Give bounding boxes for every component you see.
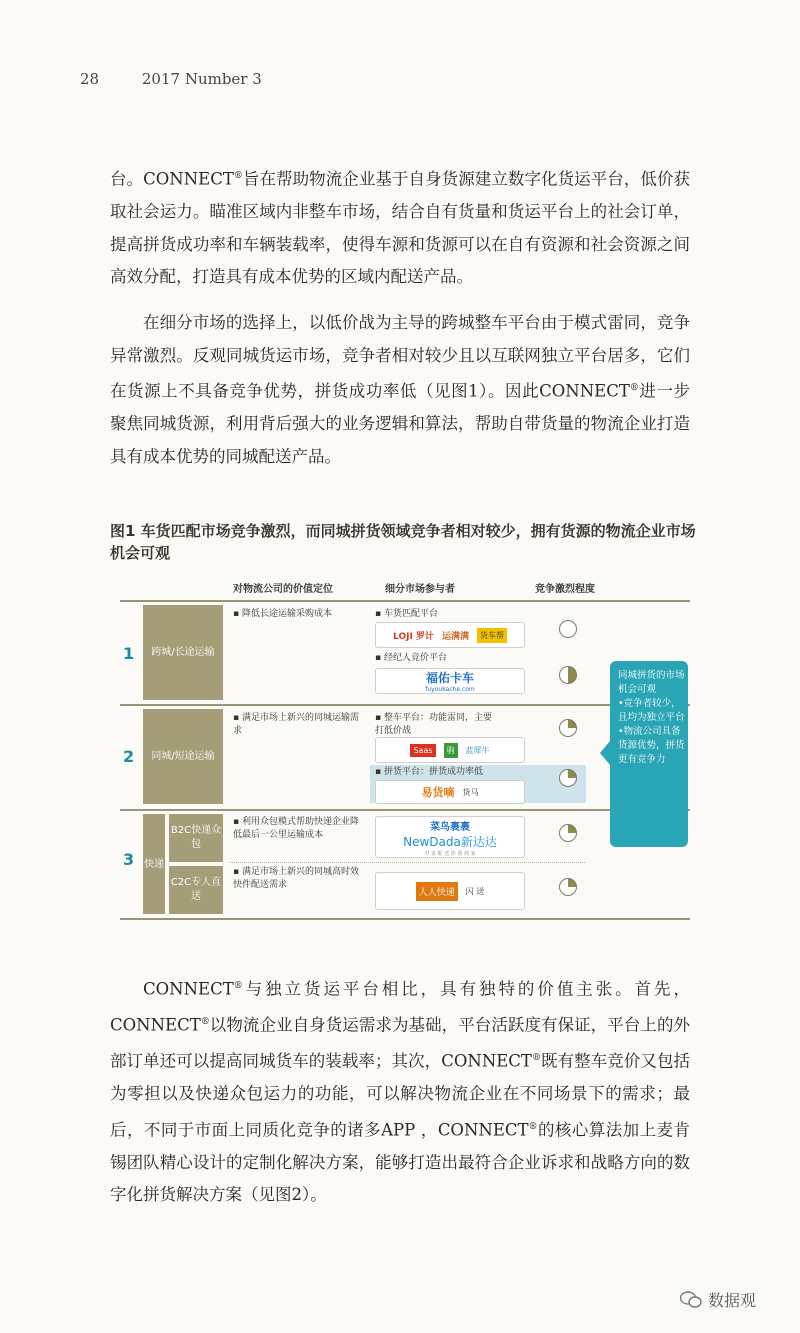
p2-post: 进一步聚焦同城货源，利用背后强大的业务逻辑和算法，帮助自带货量的物流企业打造具有成本优势的同城配送产品。: [110, 381, 691, 466]
issue-label: 2017 Number 3: [141, 70, 262, 88]
logo-yunmanman: 运满满: [441, 631, 469, 642]
row-number: 1: [123, 644, 135, 663]
logo-newdada-slogan: 对 责 配 送 你 我 到 家: [424, 850, 476, 857]
col-value-header: 对物流公司的价值定位: [233, 584, 333, 595]
p3-d: 以物流企业自身货运需求为基础，平台活跃度有保证，平台上的外部订单还可以提高同城货车的装载率；其次，CONNECT: [110, 1015, 690, 1071]
logo-saas: Saas: [410, 744, 435, 757]
opportunity-point: •物流公司具备货源优势，拼货更有竞争力: [618, 726, 685, 765]
logo-box: [375, 780, 525, 804]
segment-band: 跨城/长途运输: [143, 605, 223, 700]
watermark-text: 数据观: [708, 1291, 757, 1310]
logo-box: [375, 622, 525, 648]
p1-post: 旨在帮助物流企业基于自身货源建立数字化货运平台，低价获取社会运力。瞄准区域内非整车市场，结合自有货量和货运平台上的社会订单，提高拼货成功率和车辆装载率，使得车源和货源可以在自有资源和社会资源之间高效分配，打造具有成本优势的区域内配送产品。: [110, 169, 691, 286]
value-label: 利用众包模式帮助快递企业降低最后一公里运输成本: [233, 817, 359, 840]
watermark: [680, 1288, 756, 1311]
logo-box: [375, 872, 525, 910]
logo-yihuodi: 易货嘀: [421, 786, 455, 799]
p2-pre: 在细分市场的选择上，以低价战为主导的跨城整车平台由于模式雷同，竞争异常激烈。反观同城货运市场，竞争者相对较少且以互联网独立平台居多，它们在货源上不具备竞争优势，拼货成功率低（见图1）。因此CONNECT: [110, 313, 690, 401]
player-text: ▪ 整车平台：功能雷同，主要打低价战: [375, 713, 492, 736]
segment-band: 快递: [143, 814, 165, 914]
logo-fuyou: 福佑卡车: [425, 671, 474, 685]
page-header: [80, 70, 262, 88]
paragraph-2: [110, 307, 690, 473]
logo-newdada: NewDada新达达: [403, 834, 497, 849]
logo-loji: LOJI 罗计: [393, 631, 434, 642]
player-label: 整车平台：功能雷同，主要打低价战: [375, 713, 492, 736]
col-players-header: 细分市场参与者: [385, 584, 455, 595]
p3-f: 的核心算法加上麦肯锡团队精心设计的定制化解决方案，能够打造出最符合企业诉求和战略方向的数字化拼货解决方案（见图2）。: [110, 1120, 690, 1204]
paragraph-3: [110, 970, 690, 1212]
sub-segment-band: C2C专人直送: [169, 866, 223, 914]
player-text: ▪ 车货匹配平台: [375, 609, 438, 619]
reg-mark: ®: [528, 1121, 538, 1132]
p3-c: CONNECT: [110, 1015, 201, 1035]
value-label: 满足市场上新兴的同城运输需求: [233, 713, 359, 736]
wechat-icon: [680, 1291, 702, 1309]
player-text: ▪ 经纪人竞价平台: [375, 653, 447, 663]
reg-mark: ®: [531, 1053, 541, 1063]
reg-mark: ®: [233, 981, 243, 991]
sub-divider: [230, 862, 585, 863]
player-label: 车货匹配平台: [383, 609, 438, 619]
p3-e: 既有整车竞价又包括为零担以及快递众包运力的功能，可以解决物流企业在不同场景下的需求；最后，不同于市面上同质化竞争的诸多APP ，CONNECT: [110, 1051, 691, 1139]
intensity-indicator: [559, 620, 577, 638]
player-text: ▪ 拼货平台：拼货成功率低: [375, 767, 483, 777]
bottom-rule: [120, 918, 690, 920]
top-rule: [120, 600, 690, 602]
logo-shansong: 闪 送: [465, 886, 485, 896]
value-label: 满足市场上新兴的同城高时效快件配送需求: [233, 867, 359, 890]
logo-lanxiniu: 蓝犀牛: [465, 745, 490, 755]
row-number: 2: [123, 747, 135, 766]
player-label: 经纪人竞价平台: [383, 653, 447, 663]
figure-1: [115, 572, 690, 922]
logo-box: [375, 737, 525, 763]
sub-segment-band: B2C快递众包: [169, 814, 223, 862]
row-divider: [120, 809, 690, 811]
logo-ju: 驹: [444, 743, 458, 758]
opportunity-box: [610, 661, 688, 847]
logo-cainiao: 菜鸟裹裹: [430, 821, 470, 833]
logo-fuyou-url: fuyoukache.com: [425, 686, 475, 693]
intensity-indicator: [559, 824, 577, 842]
value-text: ▪ 满足市场上新兴的同城高时效快件配送需求: [233, 867, 359, 890]
segment-band: 同城/短途运输: [143, 709, 223, 804]
p3-b: 与独立货运平台相比，具有独特的价值主张。首先，: [242, 979, 690, 999]
value-text: ▪ 利用众包模式帮助快递企业降低最后一公里运输成本: [233, 817, 359, 840]
intensity-indicator: [559, 878, 577, 896]
page-number: 28: [80, 70, 100, 88]
p3-a: CONNECT: [143, 979, 234, 999]
col-intensity-header: 竞争激烈程度: [535, 584, 595, 595]
value-text: ▪ 满足市场上新兴的同城运输需求: [233, 713, 359, 736]
p1-pre: 台。CONNECT: [110, 169, 234, 189]
logo-box: [375, 816, 525, 858]
intensity-indicator: [559, 719, 577, 737]
reg-mark: ®: [200, 1017, 210, 1027]
row-divider: [120, 704, 690, 706]
intensity-indicator: [559, 666, 577, 684]
logo-huoma: 货马: [462, 787, 479, 797]
intensity-indicator: [559, 769, 577, 787]
logo-renren: 人人快递: [416, 882, 458, 901]
logo-huochebang: 货车帮: [477, 628, 507, 643]
opportunity-point: •竞争者较少，且均为独立平台: [618, 698, 685, 723]
reg-mark: ®: [629, 383, 639, 393]
value-label: 降低长途运输采购成本: [241, 609, 332, 619]
logo-box: [375, 668, 525, 694]
row-number: 3: [123, 850, 135, 869]
player-label: 拼货平台：拼货成功率低: [383, 767, 483, 777]
reg-mark: ®: [233, 171, 243, 181]
opportunity-arrow: [600, 741, 610, 765]
opportunity-title: 同城拼货的市场机会可观: [618, 670, 685, 695]
figure-caption: 图1 车货匹配市场竞争激烈，而同城拼货领域竞争者相对较少，拥有货源的物流企业市场机会可观: [110, 522, 696, 562]
value-text: ▪ 降低长途运输采购成本: [233, 609, 332, 619]
paragraph-1: [110, 160, 690, 294]
